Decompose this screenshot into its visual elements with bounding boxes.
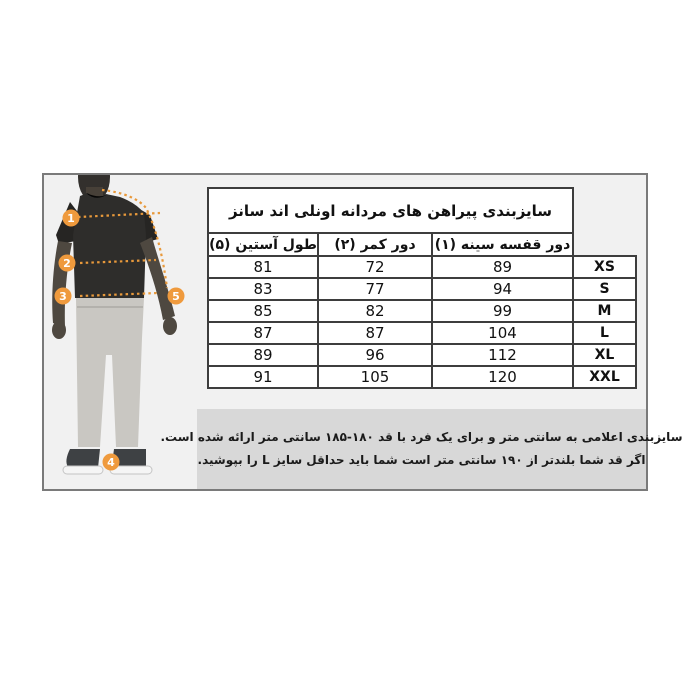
chest-value: 104	[432, 322, 573, 344]
tshirt-torso	[73, 193, 146, 298]
chest-value: 99	[432, 300, 573, 322]
table-header-row	[208, 233, 636, 256]
marker-4-label: 4	[107, 456, 115, 469]
waist-value: 72	[318, 256, 432, 278]
table-row-xs	[208, 256, 636, 278]
column-header-chest: دور قفسه سینه (۱)	[432, 233, 573, 256]
size-label: S	[573, 278, 636, 300]
measure-point-5-badge	[168, 288, 185, 305]
sleeve-value: 87	[208, 322, 318, 344]
measure-point-1-badge	[63, 210, 80, 227]
measure-point-2-badge	[59, 255, 76, 272]
size-label: XXL	[573, 366, 636, 388]
size-label: XL	[573, 344, 636, 366]
note-line-2: اگر قد شما بلندتر از ۱۹۰ سانتی متر است شما باید حداقل سایز L را بپوشید.	[197, 453, 646, 467]
chest-value: 120	[432, 366, 573, 388]
model-left-arm	[52, 241, 72, 327]
size-label: L	[573, 322, 636, 344]
waist-value: 77	[318, 278, 432, 300]
marker-3-label: 3	[59, 290, 67, 303]
measure-point-4-badge	[103, 454, 120, 471]
table-row-m	[208, 300, 636, 322]
model-right-hand	[163, 317, 177, 335]
marker-1-label: 1	[67, 212, 75, 225]
table-title: سایزبندی پیراهن های مردانه اونلی اند سانز	[208, 188, 573, 233]
sleeve-value: 89	[208, 344, 318, 366]
waist-value: 105	[318, 366, 432, 388]
measure-point-3-badge	[55, 288, 72, 305]
column-header-sleeve: طول آستین (۵)	[208, 233, 318, 256]
left-shoe-sole	[63, 466, 103, 474]
chest-value: 94	[432, 278, 573, 300]
marker-5-label: 5	[172, 290, 180, 303]
size-table	[207, 187, 637, 389]
table-row-l	[208, 322, 636, 344]
note-line-1: سایزبندی اعلامی به سانتی متر و برای یک فرد با قد ۱۸۰-۱۸۵ سانتی متر ارائه شده است.	[160, 430, 683, 444]
chest-value: 112	[432, 344, 573, 366]
size-label: M	[573, 300, 636, 322]
chest-value: 89	[432, 256, 573, 278]
sleeve-value: 91	[208, 366, 318, 388]
table-row-xxl	[208, 366, 636, 388]
waist-value: 82	[318, 300, 432, 322]
empty-corner-cell	[573, 188, 636, 233]
empty-corner-cell	[573, 233, 636, 256]
left-shoe	[66, 449, 100, 468]
table-title-row	[208, 188, 636, 233]
model-pants	[76, 298, 144, 447]
sleeve-value: 81	[208, 256, 318, 278]
waist-value: 96	[318, 344, 432, 366]
size-label: XS	[573, 256, 636, 278]
size-guide-panel	[42, 173, 683, 491]
table-row-s	[208, 278, 636, 300]
model-left-hand	[52, 321, 66, 339]
marker-2-label: 2	[63, 257, 71, 270]
model-right-arm	[140, 237, 175, 320]
column-header-waist: دور کمر (۲)	[318, 233, 432, 256]
table-row-xl	[208, 344, 636, 366]
waist-value: 87	[318, 322, 432, 344]
sizing-note-box	[160, 409, 683, 489]
sleeve-value: 83	[208, 278, 318, 300]
sleeve-value: 85	[208, 300, 318, 322]
